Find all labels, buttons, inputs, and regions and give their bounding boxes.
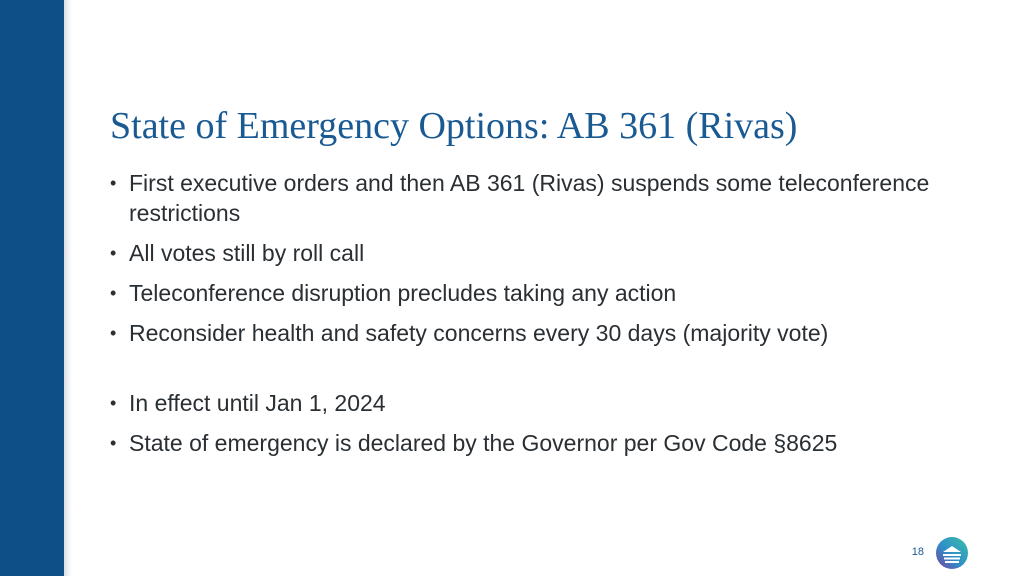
bullet-item — [110, 388, 970, 418]
bullet-text: First executive orders and then AB 361 (Rivas) suspends some teleconference restrictions — [129, 170, 930, 226]
bullet-dot: • — [110, 283, 117, 303]
bullet-text: In effect until Jan 1, 2024 — [129, 390, 386, 416]
bullet-item — [110, 428, 970, 458]
bullet-text: Reconsider health and safety concerns every 30 days (majority vote) — [129, 320, 829, 346]
bullet-dot: • — [110, 243, 117, 263]
page-number: 18 — [911, 546, 924, 558]
bullet-dot: • — [110, 173, 117, 193]
bullet-text: All votes still by roll call — [129, 240, 365, 266]
bullet-list — [110, 168, 970, 468]
organization-logo-icon — [935, 536, 969, 570]
bullet-dot: • — [110, 433, 117, 453]
bullet-text: Teleconference disruption precludes taking any action — [129, 280, 677, 306]
bullet-dot: • — [110, 323, 117, 343]
side-accent-bar — [0, 0, 64, 576]
side-bar-shadow — [64, 0, 72, 576]
bullet-item — [110, 238, 970, 268]
bullet-text: State of emergency is declared by the Governor per Gov Code §8625 — [129, 430, 838, 456]
bullet-item — [110, 278, 970, 308]
bullet-dot: • — [110, 393, 117, 413]
slide-title: State of Emergency Options: AB 361 (Rivas) — [110, 105, 798, 147]
bullet-item — [110, 318, 970, 348]
bullet-item — [110, 168, 970, 228]
